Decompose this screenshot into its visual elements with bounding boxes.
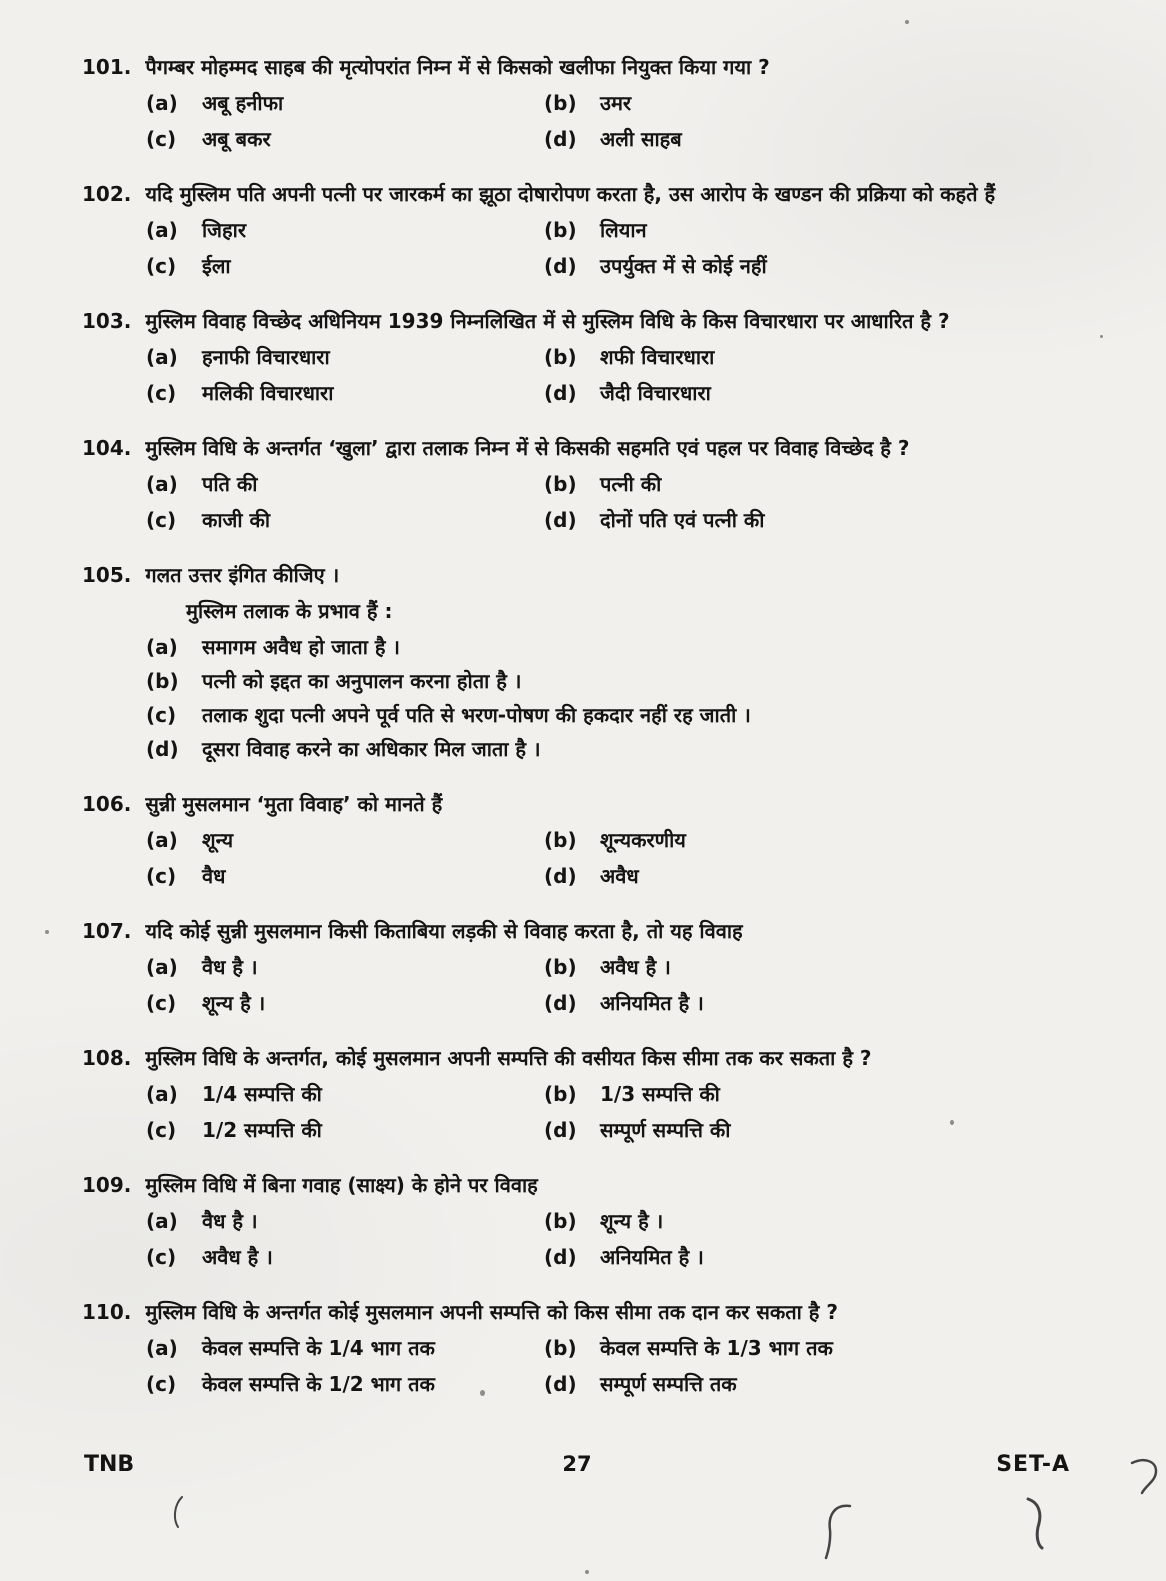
option-label: (b) [544,91,577,115]
option-text: तलाक शुदा पत्नी अपने पूर्व पति से भरण-पोषण की हकदार नहीं रह जाती । [202,703,751,727]
option-text: काजी की [202,508,271,532]
question-109 [82,1172,1110,1270]
question-stem: मुस्लिम विधि के अन्तर्गत ‘खुला’ द्वारा तलाक निम्न में से किसकी सहमति एवं पहल पर विवाह विच्छेद है ? [145,436,910,460]
question-stem: यदि कोई सुन्नी मुसलमान किसी किताबिया लड़की से विवाह करता है, तो यह विवाह [145,919,743,943]
question-number: 103. [82,309,132,333]
option-label: (c) [146,508,177,532]
option-a [146,91,544,116]
option-label: (d) [544,381,577,405]
option-a [146,1209,544,1234]
option-label: (d) [544,508,577,532]
option-label: (b) [544,955,577,979]
option-text: वैध [202,864,226,888]
option-text: शून्य है । [600,1209,664,1233]
option-c [146,991,544,1016]
question-number: 110. [82,1300,132,1324]
option-d [544,254,1110,279]
scan-speck [45,930,49,934]
option-text: केवल सम्पत्ति के 1/3 भाग तक [600,1336,833,1360]
scan-speck [585,1570,589,1574]
question-stem: पैगम्बर मोहम्मद साहब की मृत्योपरांत निम्न में से किसको खलीफा नियुक्त किया गया ? [145,55,770,79]
option-label: (a) [146,218,178,242]
scan-speck [1100,335,1103,338]
option-c [146,1118,544,1143]
option-label: (b) [544,218,577,242]
option-b [544,1082,1110,1107]
option-text: सम्पूर्ण सम्पत्ति की [600,1118,731,1142]
option-label: (c) [146,127,177,151]
question-102 [82,181,1110,279]
option-text: अबू हनीफा [202,91,284,115]
option-text: केवल सम्पत्ति के 1/4 भाग तक [202,1336,435,1360]
option-text: उपर्युक्त में से कोई नहीं [600,254,767,278]
option-label: (d) [544,991,577,1015]
option-label: (b) [544,1336,577,1360]
option-a [146,345,544,370]
option-label: (a) [146,635,178,659]
option-text: शफी विचारधारा [600,345,715,369]
option-d [544,1118,1110,1143]
option-a [146,218,544,243]
scan-speck [480,1390,485,1396]
option-label: (c) [146,1118,177,1142]
page-footer [0,1426,1166,1477]
option-b [544,955,1110,980]
option-label: (d) [544,254,577,278]
option-text: 1/2 सम्पत्ति की [202,1118,322,1142]
option-b [544,91,1110,116]
options [146,472,1110,533]
option-text: अवैध है । [600,955,671,979]
option-text: ईला [202,254,231,278]
option-c [146,127,544,152]
option-label: (a) [146,955,178,979]
option-a [146,828,544,853]
option-label: (c) [146,991,177,1015]
pen-mark [1020,1495,1050,1550]
option-label: (a) [146,1209,178,1233]
question-stem: मुस्लिम विधि में बिना गवाह (साक्ष्य) के होने पर विवाह [145,1173,538,1197]
option-label: (a) [146,828,178,852]
option-a [146,1082,544,1107]
option-d [544,508,1110,533]
option-text: जिहार [202,218,246,242]
option-b [544,218,1110,243]
question-106 [82,791,1110,889]
options [146,1336,1110,1397]
option-b [544,345,1110,370]
option-d [544,991,1110,1016]
question-number: 101. [82,55,132,79]
options [146,1209,1110,1270]
option-label: (b) [146,669,179,693]
option-b [544,1336,1110,1361]
question-number: 109. [82,1173,132,1197]
question-stem: मुस्लिम विधि के अन्तर्गत, कोई मुसलमान अपनी सम्पत्ति की वसीयत किस सीमा तक कर सकता है ? [145,1046,872,1070]
footer-booklet-code: TNB [84,1452,135,1477]
question-stem: मुस्लिम विवाह विच्छेद अधिनियम 1939 निम्नलिखित में से मुस्लिम विधि के किस विचारधारा पर आधारित है ? [145,309,950,333]
option-text: दूसरा विवाह करने का अधिकार मिल जाता है । [202,737,541,761]
option-text: पत्नी की [600,472,662,496]
option-text: अबू बकर [202,127,271,151]
question-number: 108. [82,1046,132,1070]
option-label: (b) [544,472,577,496]
option-label: (d) [544,1118,577,1142]
option-label: (d) [544,864,577,888]
question-stem: सुन्नी मुसलमान ‘मुता विवाह’ को मानते हैं [145,792,443,816]
question-107 [82,918,1110,1016]
options [146,1082,1110,1143]
option-text: 1/3 सम्पत्ति की [600,1082,720,1106]
option-text: अनियमित है । [600,1245,704,1269]
question-number: 106. [82,792,132,816]
option-text: 1/4 सम्पत्ति की [202,1082,322,1106]
option-label: (c) [146,703,177,727]
option-label: (a) [146,345,178,369]
option-label: (b) [544,345,577,369]
scan-speck [950,1120,954,1125]
option-label: (a) [146,1082,178,1106]
option-text: लियान [600,218,647,242]
option-text: उमर [600,91,632,115]
question-stem: गलत उत्तर इंगित कीजिए । [145,563,340,587]
option-text: शून्य है । [202,991,266,1015]
option-text: हनाफी विचारधारा [202,345,330,369]
question-stem: यदि मुस्लिम पति अपनी पत्नी पर जारकर्म का झूठा दोषारोपण करता है, उस आरोप के खण्डन की प्रक्रिया को कहते हैं [145,182,996,206]
option-c [146,508,544,533]
option-label: (a) [146,1336,178,1360]
option-text: शून्य [202,828,234,852]
option-label: (b) [544,1209,577,1233]
option-b [544,1209,1110,1234]
option-text: जैदी विचारधारा [600,381,711,405]
option-label: (a) [146,91,178,115]
pen-mark [820,1500,860,1560]
option-b [544,472,1110,497]
option-c [146,381,544,406]
option-d [146,737,1110,762]
option-label: (c) [146,864,177,888]
option-text: सम्पूर्ण सम्पत्ति तक [600,1372,737,1396]
option-label: (c) [146,1245,177,1269]
option-label: (c) [146,254,177,278]
question-108 [82,1045,1110,1143]
option-text: अवैध [600,864,639,888]
set-label: SET-A [996,1452,1070,1477]
question-103 [82,308,1110,406]
option-a [146,1336,544,1361]
question-number: 105. [82,563,132,587]
option-text: वैध है । [202,955,258,979]
option-a [146,635,1110,660]
option-text: दोनों पति एवं पत्नी की [600,508,765,532]
option-d [544,1245,1110,1270]
option-text: वैध है । [202,1209,258,1233]
option-c [146,864,544,889]
page-number: 27 [562,1452,592,1476]
option-d [544,1372,1110,1397]
question-101 [82,54,1110,152]
question-105 [82,562,1110,762]
option-text: केवल सम्पत्ति के 1/2 भाग तक [202,1372,435,1396]
option-text: पत्नी को इद्दत का अनुपालन करना होता है । [202,669,522,693]
scan-speck [905,20,909,24]
option-text: अली साहब [600,127,682,151]
option-text: अवैध है । [202,1245,273,1269]
option-d [544,864,1110,889]
options [146,218,1110,279]
options [146,955,1110,1016]
options [146,828,1110,889]
option-text: मलिकी विचारधारा [202,381,334,405]
question-number: 104. [82,436,132,460]
question-stem: मुस्लिम विधि के अन्तर्गत कोई मुसलमान अपनी सम्पत्ति को किस सीमा तक दान कर सकता है ? [145,1300,838,1324]
option-c [146,703,1110,728]
option-label: (c) [146,381,177,405]
options [146,91,1110,152]
question-110 [82,1299,1110,1397]
option-label: (d) [146,737,179,761]
option-a [146,955,544,980]
option-c [146,254,544,279]
option-d [544,127,1110,152]
question-number: 107. [82,919,132,943]
question-number: 102. [82,182,132,206]
option-text: समागम अवैध हो जाता है । [202,635,400,659]
option-text: अनियमित है । [600,991,704,1015]
pen-mark [1128,1455,1162,1495]
option-a [146,472,544,497]
option-b [146,669,1110,694]
option-label: (b) [544,828,577,852]
option-text: पति की [202,472,258,496]
option-label: (a) [146,472,178,496]
option-label: (c) [146,1372,177,1396]
option-c [146,1245,544,1270]
question-substem: मुस्लिम तलाक के प्रभाव हैं : [186,599,393,623]
option-b [544,828,1110,853]
options [146,345,1110,406]
option-label: (d) [544,127,577,151]
option-d [544,381,1110,406]
options [146,635,1110,762]
option-label: (d) [544,1245,577,1269]
option-label: (d) [544,1372,577,1396]
option-label: (b) [544,1082,577,1106]
pen-mark [168,1495,192,1529]
question-104 [82,435,1110,533]
option-text: शून्यकरणीय [600,828,686,852]
